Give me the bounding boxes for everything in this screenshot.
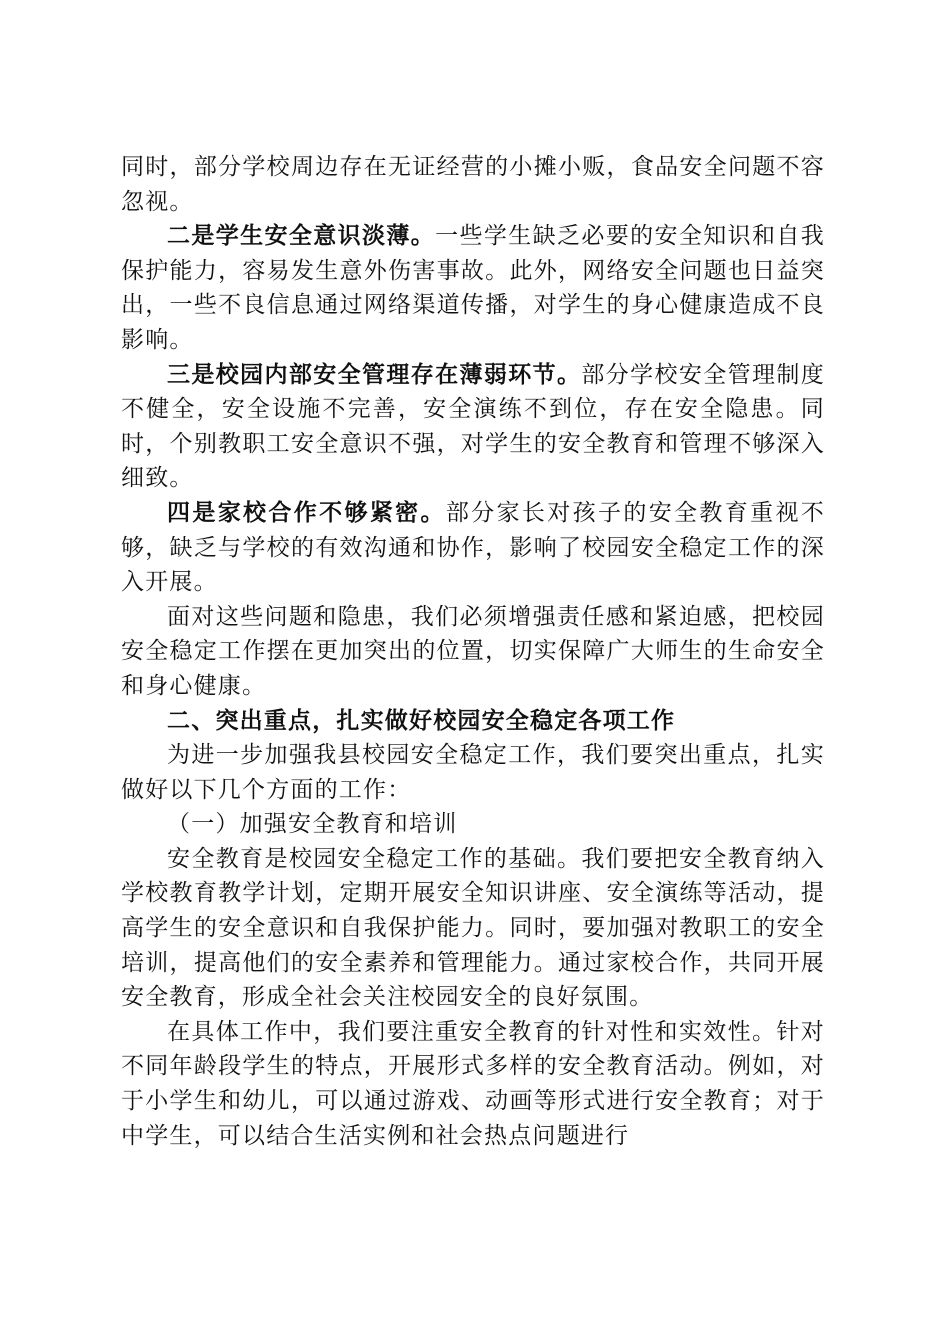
paragraph-lead: 二是学生安全意识淡薄。 [167, 223, 436, 250]
paragraph-body: 部分家长对孩子的安全教育重视不够，缺乏与学校的有效沟通和协作，影响了校园安全稳定工作的深入开展。 [121, 499, 826, 596]
paragraph-body: 部分学校安全管理制度不健全，安全设施不完善，安全演练不到位，存在安全隐患。同时，个别教职工安全意识不强，对学生的安全教育和管理不够深入细致。 [121, 361, 825, 492]
paragraph-intro: 为进一步加强我县校园安全稳定工作，我们要突出重点，扎实做好以下几个方面的工作： [121, 742, 825, 803]
paragraph-student-awareness [121, 219, 825, 357]
section-heading: 二、突出重点，扎实做好校园安全稳定各项工作 [167, 707, 676, 734]
paragraph-lead: 三是校园内部安全管理存在薄弱环节。 [167, 361, 582, 388]
paragraph-continuation: 同时，部分学校周边存在无证经营的小摊小贩，食品安全问题不容忽视。 [121, 154, 825, 215]
paragraph-safety-education: 安全教育是校园安全稳定工作的基础。我们要把安全教育纳入学校教育教学计划，定期开展安全知识讲座、安全演练等活动，提高学生的安全意识和自我保护能力。同时，要加强对教职工的安全培训，提高他们的安全素养和管理能力。通过家校合作，共同开展安全教育，形成全社会关注校园安全的良好氛围。 [121, 845, 825, 1011]
subsection-heading: （一）加强安全教育和培训 [167, 811, 458, 838]
paragraph-internal-management [121, 358, 825, 496]
paragraph-lead: 四是家校合作不够紧密。 [167, 499, 446, 526]
paragraph-summary: 面对这些问题和隐患，我们必须增强责任感和紧迫感，把校园安全稳定工作摆在更加突出的位置，切实保障广大师生的生命安全和身心健康。 [121, 603, 825, 699]
paragraph-home-school [121, 496, 825, 600]
document-page [121, 150, 825, 1153]
paragraph-body: 一些学生缺乏必要的安全知识和自我保护能力，容易发生意外伤害事故。此外，网络安全问题也日益突出，一些不良信息通过网络渠道传播，对学生的身心健康造成不良影响。 [121, 223, 826, 353]
paragraph-specific-work: 在具体工作中，我们要注重安全教育的针对性和实效性。针对不同年龄段学生的特点，开展形式多样的安全教育活动。例如，对于小学生和幼儿，可以通过游戏、动画等形式进行安全教育；对于中学生，可以结合生活实例和社会热点问题进行 [121, 1018, 825, 1149]
